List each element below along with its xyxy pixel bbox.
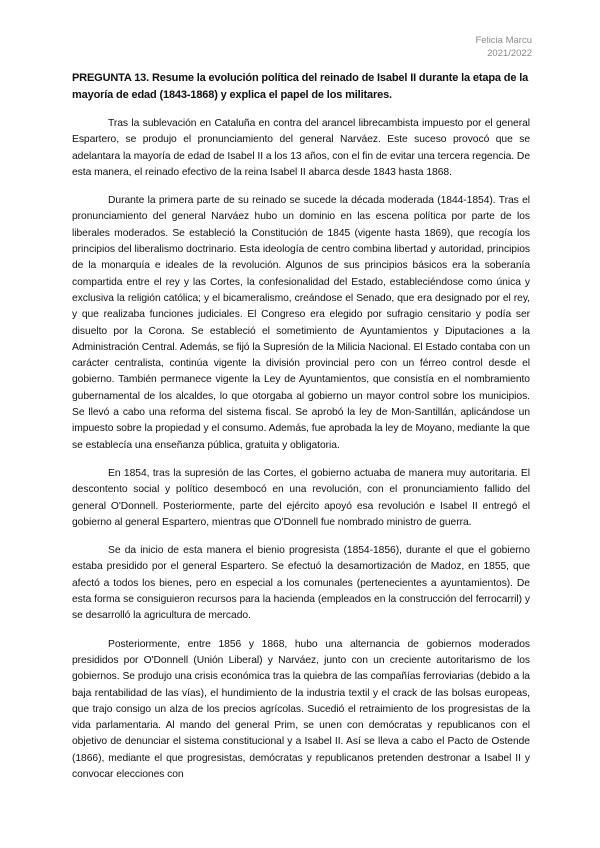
paragraph-bienio-progresista: Se da inicio de esta manera el bienio progresista (1854-1856), durante el que el gobierno estaba presidido por el general Espartero. Se efectuó la desamortización de Madoz, en 1855, que afectó a todos los bienes, pero en especial a los comunales (pertenecientes a ayuntamientos). De esta forma se consiguieron recursos para la hacienda (empleados en la construcción del ferrocarril) y se desarrolló la agricultura de mercado. xyxy=(72,545,530,622)
paragraph-revolucion-1854: En 1854, tras la supresión de las Cortes, el gobierno actuaba de manera muy autoritaria. El descontento social y político desembocó en una revolución, con el pronunciamiento fallido del general O'Donnell. Posteriormente, parte del ejército apoyó esa revolución e Isabel II entregó el gobierno al general Espartero, mientras que O'Donnell fue nombrado ministro de guerra. xyxy=(72,467,530,528)
author-name: Felicia Marcu xyxy=(475,35,532,46)
question-heading: PREGUNTA 13. Resume la evolución política del reinado de Isabel II durante la etapa de la mayoría de edad (1843-1868) y explica el papel de los militares. xyxy=(72,72,529,101)
document-body xyxy=(72,70,530,795)
document-header xyxy=(476,34,533,60)
paragraph-decada-moderada: Durante la primera parte de su reinado se sucede la década moderada (1844-1854). Tras el pronunciamiento del general Narváez hubo un dominio en las escena política por parte de los liberales moderados. Se estableció la Constitución de 1845 (vigente hasta 1869), que recogía los principios del liberalismo doctrinario. Esta ideología de centro combina libertad y autoridad, principios de la monarquía e ideales de la revolución. Algunos de sus principios básicos era la soberanía compartida entre el rey y las Cortes, la confesionalidad del Estado, estableciéndose como única y exclusiva la religión católica; y el bicameralismo, creándose el Senado, que era designado por el rey, y que realizaba funciones judiciales. El Congreso era elegido por sufragio censitario y podía ser disuelto por la Corona. Se estableció el sometimiento de Ayuntamientos y Diputaciones a la Administración Central. Además, se fijó la Supresión de la Milicia Nacional. El Estado contaba con un carácter centralista, continúa vigente la división provincial pero con un férreo control desde el gobierno. También permanece vigente la Ley de Ayuntamientos, que consistía en el nombramiento gubernamental de los alcaldes, lo que otorgaba al gobierno un mayor control sobre los municipios. Se llevó a cabo una reforma del sistema fiscal. Se aprobó la ley de Mon-Santillán, aplicándose un impuesto sobre la propiedad y el consumo. Además, fue aprobada la ley de Moyano, mediante la que se establecía una enseñanza pública, gratuita y obligatoria. xyxy=(72,195,530,451)
paragraph-crisis-final: Posteriormente, entre 1856 y 1868, hubo una alternancia de gobiernos moderados presididos por O'Donnell (Unión Liberal) y Narváez, junto con un creciente autoritarismo de los gobiernos. Se produjo una crisis económica tras la quiebra de las compañías ferroviarias (debido a la baja rentabilidad de las vías), el hundimiento de la industria textil y el crack de las bolsas europeas, que trajo consigo un alza de los precios agrícolas. Sucedió el retraimiento de los progresistas de la vida parlamentaria. Al mando del general Prim, se unen con demócratas y republicanos con el objetivo de denunciar el sistema constitucional y a Isabel II. Así se lleva a cabo el Pacto de Ostende (1866), mediante el que progresistas, demócratas y republicanos pretenden destronar a Isabel II y convocar elecciones con xyxy=(72,638,530,780)
academic-year: 2021/2022 xyxy=(487,48,532,59)
paragraph-intro: Tras la sublevación en Cataluña en contra del arancel librecambista impuesto por el general Espartero, se produjo el pronunciamiento del general Narváez. Este suceso provocó que se adelantara la mayoría de edad de Isabel II a los 13 años, con el fin de evitar una tercera regencia. De esta manera, el reinado efectivo de la reina Isabel II abarca desde 1843 hasta 1868. xyxy=(72,118,530,178)
